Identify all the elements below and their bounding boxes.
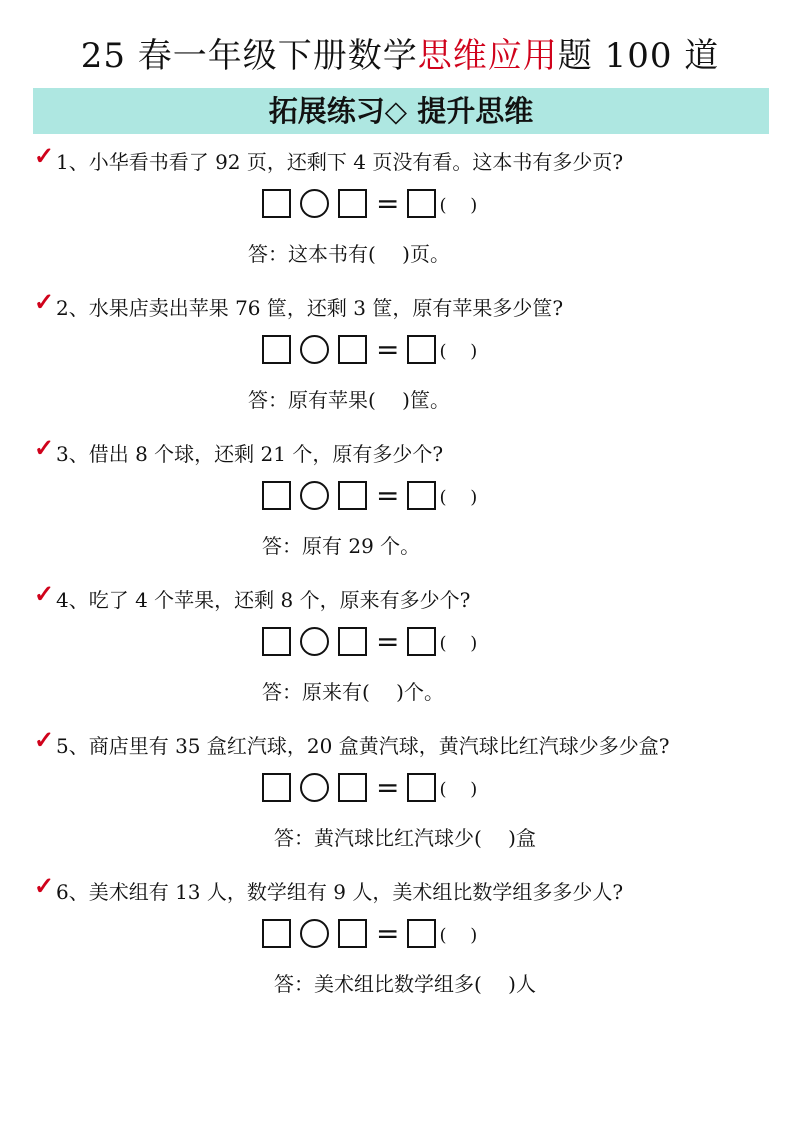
page-title	[0, 32, 800, 80]
square-box-icon	[407, 773, 436, 802]
question-text: 5、商店里有 35 盒红汽球，20 盒黄汽球，黄汽球比红汽球少多少盒?	[56, 734, 670, 758]
square-box-icon	[407, 627, 436, 656]
unit-blank: ( )	[439, 632, 478, 654]
equation-template	[262, 627, 477, 661]
problem-5	[0, 725, 800, 875]
problem-1	[0, 141, 800, 291]
square-box-icon	[407, 189, 436, 218]
square-box-icon	[262, 919, 291, 948]
square-box-icon	[262, 773, 291, 802]
equation-template	[262, 335, 477, 369]
unit-blank: ( )	[439, 194, 478, 216]
problem-3	[0, 433, 800, 583]
question-text: 4、吃了 4 个苹果，还剩 8 个，原来有多少个?	[56, 588, 471, 612]
problem-question	[34, 871, 624, 909]
answer-line: 答：黄汽球比红汽球少( )盒	[274, 826, 536, 850]
square-box-icon	[407, 335, 436, 364]
square-box-icon	[338, 627, 367, 656]
check-icon: ✓	[34, 141, 55, 170]
square-box-icon	[262, 627, 291, 656]
equation-template	[262, 919, 477, 953]
answer-line: 答：这本书有( )页。	[248, 242, 450, 266]
check-icon: ✓	[34, 725, 55, 754]
question-text: 2、水果店卖出苹果 76 筐，还剩 3 筐，原有苹果多少筐?	[56, 296, 564, 320]
answer-line: 答：原有苹果( )筐。	[248, 388, 450, 412]
equation-template	[262, 773, 477, 807]
title-text-highlight: 思维应用	[417, 36, 558, 76]
unit-blank: ( )	[439, 924, 478, 946]
problem-question	[34, 725, 670, 763]
equals-sign: =	[376, 771, 400, 804]
square-box-icon	[338, 189, 367, 218]
square-box-icon	[262, 335, 291, 364]
square-box-icon	[262, 189, 291, 218]
question-text: 1、小华看书看了 92 页，还剩下 4 页没有看。这本书有多少页?	[56, 150, 624, 174]
square-box-icon	[338, 335, 367, 364]
circle-box-icon	[300, 481, 329, 510]
square-box-icon	[407, 481, 436, 510]
problem-question	[34, 141, 624, 179]
problem-question	[34, 579, 471, 617]
equation-template	[262, 481, 477, 515]
problem-question	[34, 433, 444, 471]
equals-sign: =	[376, 625, 400, 658]
equals-sign: =	[376, 187, 400, 220]
equation-template	[262, 189, 477, 223]
square-box-icon	[407, 919, 436, 948]
unit-blank: ( )	[439, 486, 478, 508]
section-banner: 拓展练习◇ 提升思维	[33, 88, 769, 134]
equals-sign: =	[376, 917, 400, 950]
equals-sign: =	[376, 479, 400, 512]
circle-box-icon	[300, 627, 329, 656]
equals-sign: =	[376, 333, 400, 366]
check-icon: ✓	[34, 579, 55, 608]
square-box-icon	[338, 773, 367, 802]
title-text-end: 题 100 道	[557, 36, 720, 76]
check-icon: ✓	[34, 433, 55, 462]
circle-box-icon	[300, 773, 329, 802]
square-box-icon	[338, 481, 367, 510]
problem-2	[0, 287, 800, 437]
circle-box-icon	[300, 335, 329, 364]
unit-blank: ( )	[439, 340, 478, 362]
answer-line: 答：美术组比数学组多( )人	[274, 972, 536, 996]
title-text-start: 25 春一年级下册数学	[80, 36, 418, 76]
question-text: 6、美术组有 13 人，数学组有 9 人，美术组比数学组多多少人?	[56, 880, 624, 904]
problem-question	[34, 287, 564, 325]
answer-line: 答：原来有( )个。	[262, 680, 444, 704]
circle-box-icon	[300, 919, 329, 948]
answer-line: 答：原有 29 个。	[262, 534, 421, 558]
check-icon: ✓	[34, 287, 55, 316]
unit-blank: ( )	[439, 778, 478, 800]
circle-box-icon	[300, 189, 329, 218]
square-box-icon	[262, 481, 291, 510]
problem-6	[0, 871, 800, 1021]
question-text: 3、借出 8 个球，还剩 21 个，原有多少个?	[56, 442, 444, 466]
square-box-icon	[338, 919, 367, 948]
problem-4	[0, 579, 800, 729]
check-icon: ✓	[34, 871, 55, 900]
